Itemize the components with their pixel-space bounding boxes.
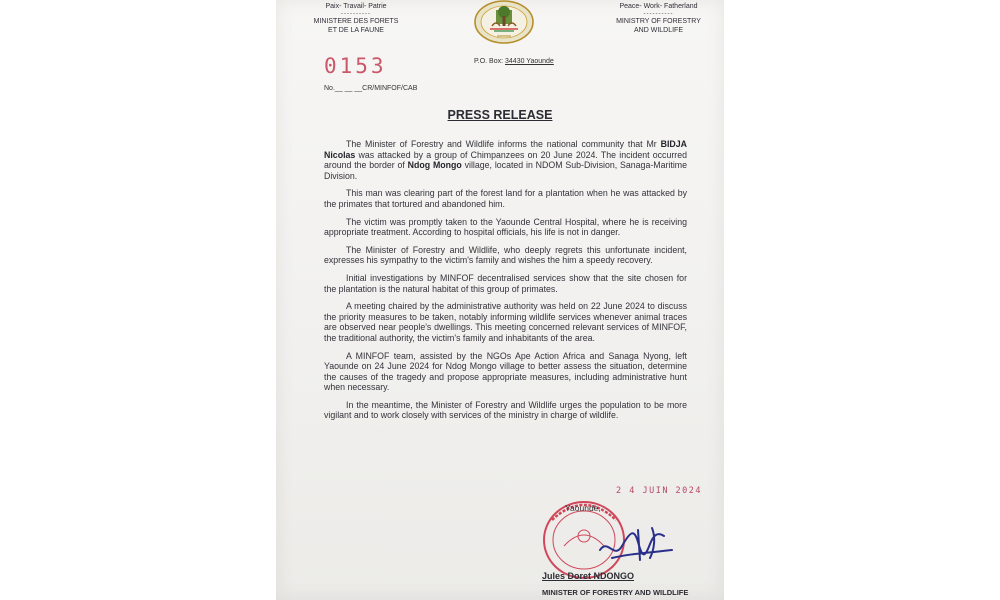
signer-title: MINISTER OF FORESTRY AND WILDLIFE — [542, 588, 689, 597]
village-name: Ndog Mongo — [407, 160, 462, 171]
po-box-label: P.O. Box: — [474, 58, 504, 65]
ministry-name-en-line2: AND WILDLIFE — [633, 27, 683, 34]
registration-number-stamp: 0153 — [324, 54, 387, 78]
left-divider: ---------- — [341, 11, 371, 17]
paragraph-1: The Minister of Forestry and Wildlife informs the national community that Mr BIDJA Nicolas was attacked by a group of Chimpanzees on 20 June 2024. The incident occurred around the border of Ndog Mongo village, located in NDOM Sub-Division, Sanaga-Maritime Division. — [324, 139, 687, 181]
right-motto: Peace- Work- Fatherland — [619, 3, 698, 10]
paragraph-4: The Minister of Forestry and Wildlife, who deeply regrets this unfortunate incident, expresses his sympathy to the victim's family and wishes the him a speedy recovery. — [324, 244, 687, 266]
reference-number: No.__ __ __CR/MINFOF/CAB — [324, 85, 418, 92]
paragraph-2: This man was clearing part of the forest land for a plantation when he was attacked by the primates that tortured and abandoned him. — [324, 188, 687, 209]
paragraph-7: A MINFOF team, assisted by the NGOs Ape Action Africa and Sanaga Nyong, left Yaounde on 24 June 2024 for Ndog Mongo village to better assess the situation, determine the causes of the tragedy and propose appropriate measures, including administrative hunt when necessary. — [324, 350, 687, 393]
ministry-name-fr-line1: MINISTERE DES FORETS — [313, 18, 399, 25]
paragraph-8: In the meantime, the Minister of Forestry and Wildlife urges the population to be more vigilant and to work closely with services of the ministry in charge of wildlife. — [324, 399, 687, 421]
paragraph-6: A meeting chaired by the administrative authority was held on 22 June 2024 to discuss the priority measures to be taken, notably informing wildlife services whenever animal traces are observed near people's dwellings. This meeting concerned relevant services of MINFOF, the traditional authority, the victim's family and inhabitants of the area. — [324, 301, 687, 343]
press-release-document — [276, 0, 724, 600]
signer-name: Jules Doret NDONGO — [542, 571, 635, 581]
ministry-emblem-logo — [472, 0, 536, 46]
victim-name: BIDJA Nicolas — [324, 139, 687, 160]
left-motto: Paix- Travail- Patrie — [325, 3, 387, 10]
header-right-block — [596, 2, 721, 35]
document-body — [324, 139, 687, 428]
handwritten-signature — [594, 520, 676, 566]
po-box-number: 34430 Yaounde — [505, 58, 554, 65]
document-title: PRESS RELEASE — [447, 108, 553, 122]
paragraph-3: The victim was promptly taken to the Yaounde Central Hospital, where he is receiving appropriate treatment. According to hospital officials, his life is not in danger. — [324, 216, 687, 238]
paragraph-5: Initial investigations by MINFOF decentralised services show that the site chosen for the plantation is the natural habitat of this group of primates. — [324, 272, 687, 294]
place-of-signature: Yaounde, — [565, 503, 601, 513]
right-divider: ---------- — [643, 11, 674, 17]
po-box — [474, 58, 554, 65]
ministry-name-en-line1: MINISTRY OF FORESTRY — [616, 18, 701, 25]
ministry-name-fr-line2: ET DE LA FAUNE — [328, 27, 384, 34]
date-stamp: 2 4 JUIN 2024 — [616, 486, 703, 496]
header-left-block — [296, 2, 416, 35]
